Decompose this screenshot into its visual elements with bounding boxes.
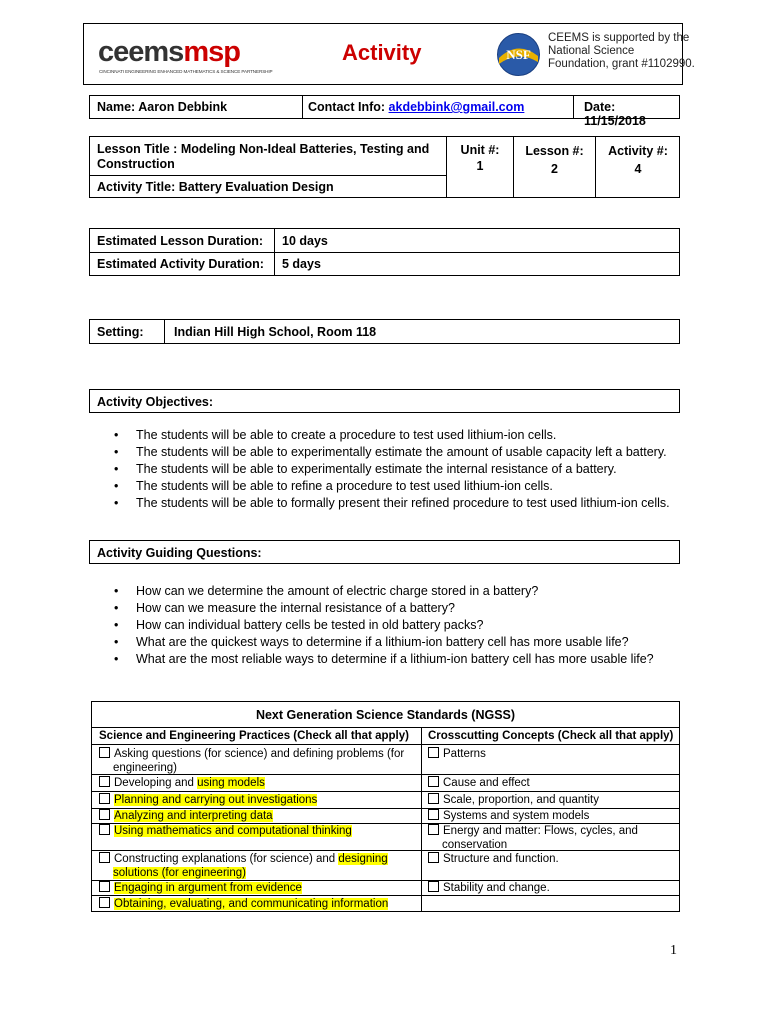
checkbox-icon[interactable] (428, 881, 439, 892)
list-item: • The students will be able to refine a procedure to test used lithium-ion cells. (114, 479, 553, 493)
checkbox-icon[interactable] (99, 776, 110, 787)
objectives-heading-box (89, 389, 680, 413)
support-line-1: CEEMS is supported by the (548, 32, 690, 44)
contact-field (308, 100, 524, 114)
checkbox-icon[interactable] (99, 747, 110, 758)
unit-value: 1 (476, 159, 484, 173)
info-row (89, 95, 680, 128)
practice-obtaining-information[interactable]: Obtaining, evaluating, and communicating information (99, 897, 388, 910)
activity-value: 4 (634, 162, 642, 176)
concept-patterns[interactable]: Patterns (428, 747, 486, 760)
checkbox-icon[interactable] (428, 824, 439, 835)
logo-subtitle: CINCINNATI ENGINEERING ENHANCED MATHEMATICS & SCIENCE PARTNERSHIP (99, 69, 273, 74)
list-item: • What are the most reliable ways to determine if a lithium-ion battery cell has more usable life? (114, 652, 654, 666)
lesson-title-line-1: Lesson Title : Modeling Non-Ideal Batteries, Testing and (97, 142, 430, 156)
practice-developing-models[interactable]: Developing and using models (99, 776, 265, 789)
checkbox-icon[interactable] (428, 809, 439, 820)
checkbox-icon[interactable] (428, 852, 439, 863)
checkbox-icon[interactable] (428, 776, 439, 787)
objectives-list (92, 427, 670, 512)
checkbox-icon[interactable] (428, 793, 439, 804)
practice-engaging-argument[interactable]: Engaging in argument from evidence (99, 881, 302, 894)
logo-ceems-text: ceems (98, 36, 184, 68)
concept-scale-proportion[interactable]: Scale, proportion, and quantity (428, 793, 599, 806)
checkbox-icon[interactable] (99, 881, 110, 892)
list-item: • The students will be able to formally present their refined procedure to test used lithium-ion cells. (114, 496, 670, 510)
checkbox-icon[interactable] (99, 793, 110, 804)
nsf-logo-icon (496, 32, 541, 77)
list-item: • How can we measure the internal resistance of a battery? (114, 601, 455, 615)
practice-constructing-explanations[interactable]: Constructing explanations (for science) and designing solutions (for engineering) (99, 852, 388, 880)
contact-label: Contact Info: (308, 100, 389, 114)
setting-label: Setting: (97, 325, 144, 339)
list-item: • The students will be able to experimentally estimate the internal resistance of a battery. (114, 462, 617, 476)
nsf-support-text (548, 32, 695, 71)
lesson-label: Lesson #: (525, 144, 584, 158)
setting-block (89, 319, 680, 344)
header-box (83, 23, 695, 85)
page-title: Activity (342, 40, 422, 65)
questions-list (92, 583, 654, 668)
activity-duration-label: Estimated Activity Duration: (97, 257, 264, 271)
activity-duration-value: 5 days (282, 257, 321, 271)
lesson-number (514, 142, 595, 178)
ngss-table (91, 701, 680, 912)
page-number: 1 (670, 943, 677, 958)
list-item: • The students will be able to create a procedure to test used lithium-ion cells. (114, 428, 557, 442)
list-item: • How can we determine the amount of electric charge stored in a battery? (114, 584, 539, 598)
contact-email-link[interactable]: akdebbink@gmail.com (388, 100, 525, 114)
concept-systems-models[interactable]: Systems and system models (428, 809, 589, 822)
lesson-title (97, 142, 429, 172)
checkbox-icon[interactable] (99, 897, 110, 908)
setting-value: Indian Hill High School, Room 118 (174, 325, 377, 339)
logo-msp-text: msp (183, 36, 240, 68)
checkbox-icon[interactable] (99, 809, 110, 820)
questions-heading-box (89, 540, 680, 564)
name-field: Name: Aaron Debbink (97, 100, 228, 114)
list-item: • How can individual battery cells be tested in old battery packs? (114, 618, 484, 632)
checkbox-icon[interactable] (428, 747, 439, 758)
duration-block (89, 228, 680, 276)
objectives-heading: Activity Objectives: (97, 395, 214, 409)
concepts-heading: Crosscutting Concepts (Check all that apply) (428, 730, 674, 742)
lesson-value: 2 (551, 162, 558, 176)
activity-label: Activity #: (608, 144, 668, 158)
unit-label: Unit #: (460, 143, 500, 157)
practice-analyzing-data[interactable]: Analyzing and interpreting data (99, 809, 273, 822)
questions-heading: Activity Guiding Questions: (97, 546, 262, 560)
date-field: Date: 11/15/2018 (584, 100, 646, 128)
nsf-logo-text: NSF (506, 47, 531, 62)
checkbox-icon[interactable] (99, 852, 110, 863)
concept-stability-change[interactable]: Stability and change. (428, 881, 550, 894)
lesson-block (89, 136, 680, 198)
ceems-logo (98, 36, 240, 69)
practice-using-mathematics[interactable]: Using mathematics and computational thinking (99, 824, 352, 837)
ngss-title: Next Generation Science Standards (NGSS) (255, 708, 516, 722)
concept-energy-matter[interactable]: Energy and matter: Flows, cycles, and conservation (428, 824, 638, 852)
checkbox-icon[interactable] (99, 824, 110, 835)
support-line-3: Foundation, grant #1102990. (548, 58, 695, 70)
practice-asking-questions[interactable]: Asking questions (for science) and defining problems (for engineering) (99, 747, 404, 775)
support-line-2: National Science (548, 45, 635, 57)
lesson-duration-label: Estimated Lesson Duration: (97, 234, 263, 248)
practices-heading: Science and Engineering Practices (Check all that apply) (99, 730, 409, 742)
activity-title: Activity Title: Battery Evaluation Design (97, 180, 334, 194)
lesson-title-line-2: Construction (97, 157, 175, 171)
lesson-duration-value: 10 days (282, 234, 328, 248)
unit-number (447, 142, 513, 174)
concept-structure-function[interactable]: Structure and function. (428, 852, 559, 865)
list-item: • The students will be able to experimentally estimate the amount of usable capacity left a battery. (114, 445, 667, 459)
list-item: • What are the quickest ways to determine if a lithium-ion battery cell has more usable life? (114, 635, 629, 649)
concept-cause-effect[interactable]: Cause and effect (428, 776, 530, 789)
activity-number (596, 142, 680, 178)
practice-planning-investigations[interactable]: Planning and carrying out investigations (99, 793, 317, 806)
